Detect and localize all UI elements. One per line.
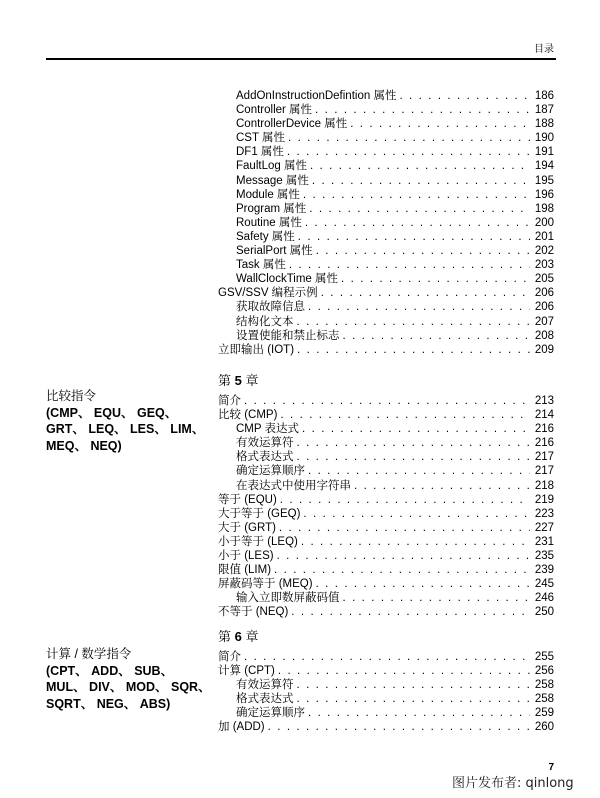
chapter-6-prefix: 第 (218, 629, 232, 644)
toc-entry[interactable] (218, 258, 554, 272)
toc-entry[interactable] (218, 549, 554, 563)
toc-leader-dots (279, 521, 530, 535)
toc-leader-dots (343, 329, 531, 343)
toc-leader-dots (303, 188, 530, 202)
toc-entry-title: CMP 表达式 (236, 423, 300, 436)
chapter-5-entries (218, 394, 554, 620)
chapter-5-prefix: 第 (218, 373, 232, 388)
toc-leader-dots (297, 450, 531, 464)
toc-entry-page: 205 (534, 273, 554, 286)
toc-leader-dots (297, 678, 531, 692)
toc-entry[interactable] (218, 591, 554, 605)
toc-entry-page: 245 (534, 578, 554, 591)
toc-entry-page: 206 (534, 301, 554, 314)
toc-leader-dots (303, 507, 530, 521)
header-rule (46, 58, 556, 60)
toc-entry-page: 246 (534, 592, 554, 605)
toc-entry-page: 200 (534, 216, 554, 229)
chapter-6-title-zh: 计算 / 数学指令 (46, 647, 132, 661)
toc-entry-page: 190 (534, 132, 554, 145)
toc-entry-page: 223 (534, 507, 554, 520)
toc-entry[interactable] (218, 507, 554, 521)
toc-leader-dots (297, 343, 530, 357)
toc-leader-dots (350, 117, 530, 131)
toc-leader-dots (310, 159, 530, 173)
toc-entry-title: 简介 (218, 395, 241, 407)
toc-entry[interactable] (218, 394, 554, 408)
toc-entry-page: 255 (534, 651, 554, 663)
toc-leader-dots (343, 591, 531, 605)
toc-leader-dots (308, 300, 530, 314)
toc-entry-title: ControllerDevice 属性 (236, 118, 348, 131)
toc-leader-dots (354, 479, 530, 493)
toc-entry-page: 209 (534, 343, 554, 356)
toc-entry[interactable] (218, 103, 554, 117)
chapter-5-title-zh: 比较指令 (46, 389, 97, 403)
toc-entry[interactable] (218, 202, 554, 216)
chapter-6-title-en: (CPT、 ADD、 SUB、 MUL、 DIV、 MOD、 SQR、 SQRT、 NEG、 ABS) (46, 663, 211, 711)
toc-entry-title: 立即输出 (IOT) (218, 343, 295, 356)
toc-entry-page: 217 (534, 451, 554, 464)
toc-entry-page: 216 (534, 423, 554, 436)
toc-entry-title: 不等于 (NEQ) (218, 606, 289, 619)
toc-entry-title: Safety 属性 (236, 230, 295, 243)
toc-leader-dots (321, 286, 530, 300)
watermark-text: 图片发布者: qinlong (452, 776, 574, 791)
toc-leader-dots (399, 89, 530, 103)
toc-leader-dots (244, 650, 530, 664)
toc-entry-page: 216 (534, 437, 554, 450)
toc-entry-title: 比较 (CMP) (218, 409, 278, 422)
toc-entry-page: 227 (534, 521, 554, 534)
toc-entry-page: 213 (534, 395, 554, 407)
toc-leader-dots (291, 605, 530, 619)
toc-entry-title: GSV/SSV 编程示例 (218, 287, 318, 300)
toc-entry[interactable] (218, 605, 554, 619)
toc-entry-title: FaultLog 属性 (236, 160, 307, 173)
toc-entry[interactable] (218, 315, 554, 329)
toc-entry[interactable] (218, 650, 554, 664)
toc-entry-page: 188 (534, 118, 554, 131)
toc-entry[interactable] (218, 706, 554, 720)
toc-leader-dots (280, 408, 530, 422)
toc-entry[interactable] (218, 300, 554, 314)
toc-entry-title: Program 属性 (236, 202, 307, 215)
toc-leader-dots (280, 493, 530, 507)
toc-entry-page: 258 (534, 679, 554, 692)
chapter-6-suffix: 章 (245, 629, 259, 644)
toc-entry[interactable] (218, 436, 554, 450)
toc-entry[interactable] (218, 450, 554, 464)
toc-entry-page: 256 (534, 665, 554, 678)
toc-entry-title: 有效运算符 (236, 437, 294, 450)
toc-entry-page: 196 (534, 188, 554, 201)
toc-entry-page: 239 (534, 564, 554, 577)
toc-entry-title: DF1 属性 (236, 146, 284, 159)
toc-leader-dots (301, 535, 530, 549)
chapter-5-heading (218, 372, 554, 390)
toc-entry[interactable] (218, 479, 554, 493)
toc-entry[interactable] (218, 216, 554, 230)
toc-entry-page: 206 (534, 287, 554, 300)
toc-entry[interactable] (218, 521, 554, 535)
toc-entry-title: 限值 (LIM) (218, 564, 272, 577)
toc-entry[interactable] (218, 188, 554, 202)
chapter-6-entries (218, 650, 554, 735)
toc-leader-dots (277, 549, 530, 563)
toc-entry[interactable] (218, 692, 554, 706)
toc-leader-dots (309, 202, 530, 216)
chapter-5-suffix: 章 (245, 373, 259, 388)
toc-entry-page: 217 (534, 465, 554, 478)
toc-entry[interactable] (218, 535, 554, 549)
toc-entry-page: 208 (534, 329, 554, 342)
toc-entry-title: Task 属性 (236, 259, 286, 272)
toc-entry-title: 加 (ADD) (218, 721, 265, 734)
toc-entry-page: 214 (534, 409, 554, 422)
section-label: 目录 (534, 44, 554, 55)
toc-entry-title: Controller 属性 (236, 104, 313, 117)
toc-entry-title: AddOnInstructionDefintion 属性 (236, 90, 397, 102)
toc-leader-dots (316, 577, 530, 591)
toc-entry-title: 等于 (EQU) (218, 493, 277, 506)
toc-entry[interactable] (218, 664, 554, 678)
toc-entry[interactable] (218, 343, 554, 357)
toc-leader-dots (287, 145, 530, 159)
chapter-6-number: 6 (234, 629, 242, 644)
toc-entry[interactable] (218, 329, 554, 343)
toc-entry[interactable] (218, 422, 554, 436)
toc-block-1 (218, 89, 554, 357)
toc-leader-dots (305, 216, 530, 230)
toc-entry-title: Message 属性 (236, 174, 309, 187)
toc-entry[interactable] (218, 89, 554, 103)
chapter-5-title-en: (CMP、 EQU、 GEQ、 GRT、 LEQ、 LES、 LIM、 MEQ、 NEQ) (46, 405, 205, 453)
toc-entry-title: 格式表达式 (236, 693, 294, 706)
toc-entry-title: WallClockTime 属性 (236, 273, 339, 286)
toc-entry-page: 187 (534, 104, 554, 117)
toc-entry-title: 大于等于 (GEQ) (218, 507, 301, 520)
chapter-5-number: 5 (234, 373, 242, 388)
toc-leader-dots (297, 692, 531, 706)
toc-entry-page: 258 (534, 693, 554, 706)
toc-entry-page: 250 (534, 606, 554, 619)
toc-entry[interactable] (218, 272, 554, 286)
toc-leader-dots (244, 394, 530, 408)
toc-entry-title: 简介 (218, 651, 241, 663)
toc-leader-dots (312, 174, 530, 188)
toc-entry-title: 获取故障信息 (236, 301, 305, 314)
toc-leader-dots (268, 720, 530, 734)
toc-entry-title: 设置使能和禁止标志 (236, 329, 340, 342)
toc-leader-dots (308, 464, 530, 478)
toc-entry-title: 有效运算符 (236, 679, 294, 692)
toc-entry[interactable] (218, 678, 554, 692)
toc-chapter-6 (218, 628, 554, 735)
toc-leader-dots (274, 563, 530, 577)
toc-entry-title: Module 属性 (236, 188, 300, 201)
toc-entry-page: 203 (534, 259, 554, 272)
toc-entry-title: 在表达式中使用字符串 (236, 479, 351, 492)
toc-leader-dots (341, 272, 530, 286)
toc-entry-title: 屏蔽码等于 (MEQ) (218, 578, 313, 591)
toc-entry[interactable] (218, 563, 554, 577)
toc-leader-dots (308, 706, 530, 720)
toc-entry-title: 小于 (LES) (218, 550, 274, 563)
toc-entry-title: SerialPort 属性 (236, 245, 313, 258)
chapter-5-side-title (46, 388, 216, 454)
toc-leader-dots (289, 258, 530, 272)
toc-entry-title: Routine 属性 (236, 216, 302, 229)
toc-entry-title: 确定运算顺序 (236, 465, 305, 478)
toc-entry-title: 输入立即数屏蔽码值 (236, 592, 340, 605)
toc-entry-title: 大于 (GRT) (218, 521, 276, 534)
toc-leader-dots (288, 131, 530, 145)
toc-entry[interactable] (218, 159, 554, 173)
toc-entry[interactable] (218, 493, 554, 507)
toc-entry-page: 186 (534, 90, 554, 102)
toc-leader-dots (278, 664, 530, 678)
chapter-6-side-title (46, 646, 216, 712)
toc-entry-page: 260 (534, 721, 554, 734)
toc-entry[interactable] (218, 174, 554, 188)
toc-entry-page: 194 (534, 160, 554, 173)
toc-entry-page: 195 (534, 174, 554, 187)
toc-entry-page: 259 (534, 707, 554, 720)
toc-entry-page: 201 (534, 230, 554, 243)
toc-entry[interactable] (218, 131, 554, 145)
toc-entry-page: 231 (534, 535, 554, 548)
toc-entry[interactable] (218, 244, 554, 258)
toc-entry-title: 确定运算顺序 (236, 707, 305, 720)
toc-entry-title: 结构化文本 (236, 315, 294, 328)
toc-entry-title: 格式表达式 (236, 451, 294, 464)
toc-entry-title: 小于等于 (LEQ) (218, 535, 298, 548)
toc-entry[interactable] (218, 117, 554, 131)
toc-leader-dots (302, 422, 530, 436)
toc-chapter-5 (218, 372, 554, 620)
toc-entry-page: 235 (534, 550, 554, 563)
toc-leader-dots (297, 436, 531, 450)
toc-entry[interactable] (218, 577, 554, 591)
toc-leader-dots (316, 244, 530, 258)
chapter-6-heading (218, 628, 554, 646)
toc-entry[interactable] (218, 720, 554, 734)
toc-entry-page: 198 (534, 202, 554, 215)
page-number: 7 (548, 762, 554, 773)
toc-entry[interactable] (218, 464, 554, 478)
toc-entry[interactable] (218, 286, 554, 300)
toc-entry-title: CST 属性 (236, 132, 285, 145)
toc-leader-dots (315, 103, 530, 117)
toc-entry[interactable] (218, 408, 554, 422)
toc-entry-page: 218 (534, 479, 554, 492)
toc-leader-dots (298, 230, 530, 244)
toc-entry-page: 191 (534, 146, 554, 159)
toc-entry[interactable] (218, 145, 554, 159)
toc-leader-dots (297, 315, 531, 329)
toc-entry-page: 202 (534, 245, 554, 258)
toc-entry-page: 207 (534, 315, 554, 328)
toc-entry-page: 219 (534, 493, 554, 506)
toc-entry-title: 计算 (CPT) (218, 665, 275, 678)
toc-entry[interactable] (218, 230, 554, 244)
